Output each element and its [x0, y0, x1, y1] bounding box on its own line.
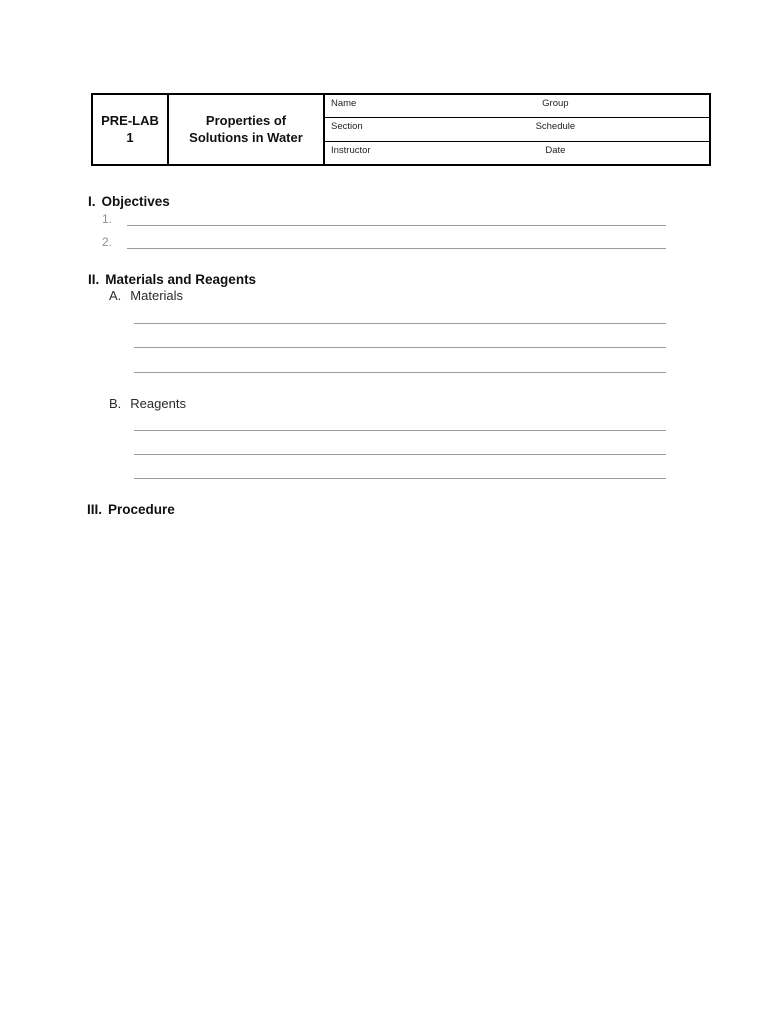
- subsection-letter: A.: [109, 288, 122, 303]
- prelab-code-line1: PRE-LAB: [101, 112, 159, 128]
- group-label: Group: [542, 98, 569, 109]
- section-title: Materials and Reagents: [105, 272, 257, 287]
- header-fields-column: [325, 95, 709, 164]
- section-numeral: III.: [87, 502, 103, 517]
- header-table: [91, 93, 711, 166]
- subsection-heading-materials: [109, 289, 183, 304]
- objective-number: 2.: [102, 235, 113, 249]
- worksheet-title-cell: [169, 95, 325, 164]
- section-title: Objectives: [101, 194, 170, 209]
- subsection-letter: B.: [109, 396, 122, 411]
- section-heading-procedure: [87, 502, 175, 518]
- blank-line: [134, 430, 666, 431]
- section-title: Procedure: [108, 502, 175, 517]
- blank-line: [134, 372, 666, 373]
- name-label: Name: [331, 98, 357, 109]
- objective-item-2: [102, 231, 666, 249]
- worksheet-title-line1: Properties of: [205, 112, 287, 128]
- instructor-label: Instructor: [331, 144, 371, 156]
- blank-line: [127, 248, 666, 249]
- section-numeral: I.: [88, 194, 96, 209]
- field-row-name-group: [325, 95, 709, 117]
- subsection-title: Materials: [130, 288, 184, 303]
- blank-line: [134, 347, 666, 348]
- subsection-title: Reagents: [130, 396, 186, 411]
- section-numeral: II.: [88, 272, 100, 287]
- worksheet-title-line2: Solutions in Water: [189, 129, 303, 145]
- blank-line: [134, 454, 666, 455]
- blank-line: [134, 323, 666, 324]
- schedule-label: Schedule: [535, 121, 576, 133]
- prelab-code-line2: 1: [126, 129, 134, 145]
- blank-line: [127, 225, 666, 226]
- date-label: Date: [545, 144, 566, 156]
- blank-line: [134, 478, 666, 479]
- field-row-section-schedule: [325, 117, 709, 140]
- section-heading-materials-and-reagents: [88, 272, 256, 288]
- objective-item-1: [102, 208, 666, 226]
- section-label: Section: [331, 121, 363, 133]
- field-row-instructor-date: [325, 141, 709, 164]
- objective-number: 1.: [102, 212, 113, 226]
- prelab-code-cell: [93, 95, 169, 164]
- subsection-heading-reagents: [109, 397, 186, 412]
